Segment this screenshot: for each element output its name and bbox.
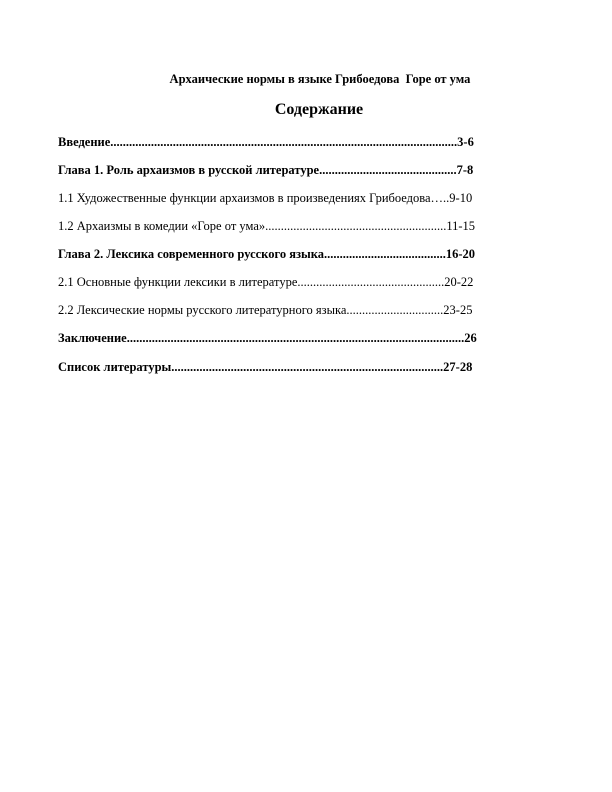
toc-entry-section-2-1: 2.1 Основные функции лексики в литературе...............................................20-22 [58,275,474,289]
toc-heading: Содержание [274,101,364,118]
toc-entry-section-2-2: 2.2 Лексические нормы русского литературного языка...............................23-25 [58,303,473,317]
toc-entry-introduction: Введение...............................................................................................................3-6 [58,135,474,149]
document-title: Архаические нормы в языке Грибоедова Горе от ума [169,72,471,86]
toc-entry-chapter-2: Глава 2. Лексика современного русского языка.......................................16-20 [58,247,476,261]
toc-entry-chapter-1: Глава 1. Роль архаизмов в русской литературе............................................7-8 [58,163,474,177]
toc-entry-conclusion: Заключение............................................................................................................26 [58,331,477,345]
toc-entry-bibliography: Список литературы.......................................................................................27-28 [58,360,473,374]
toc-entry-section-1-2: 1.2 Архаизмы в комедии «Горе от ума»..........................................................11-15 [58,219,476,233]
toc-entry-section-1-1: 1.1 Художественные функции архаизмов в произведениях Грибоедова…..9-10 [58,191,473,205]
